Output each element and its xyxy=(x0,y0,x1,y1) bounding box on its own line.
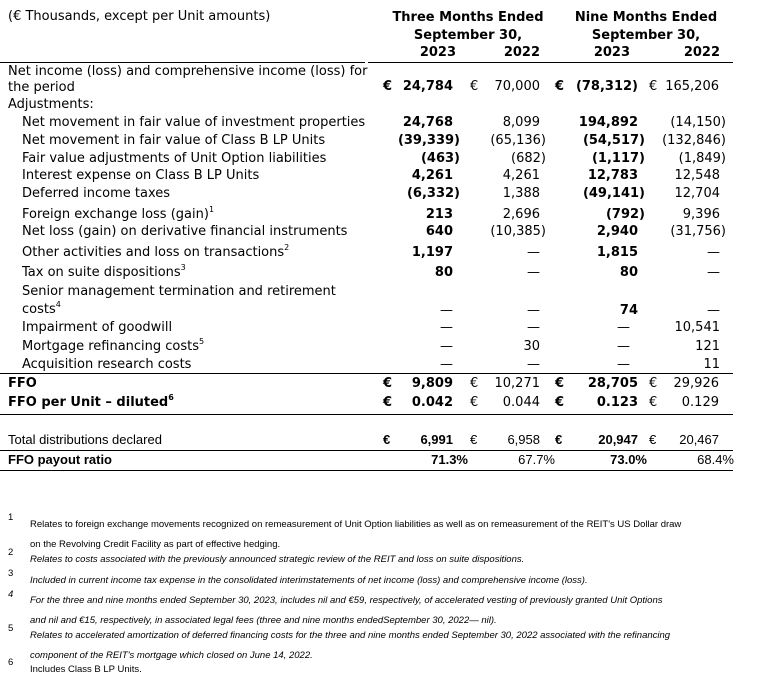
value-9m-2023: 194,892 xyxy=(578,115,638,130)
table-row xyxy=(0,64,758,98)
value-q3-2022: 1,388 xyxy=(502,186,540,201)
row-label: Net income (loss) and comprehensive income (loss) for the period xyxy=(8,64,368,95)
year-header: 2022 xyxy=(503,45,540,60)
value-q3-2022: 67.7% xyxy=(518,452,555,467)
value-q3-2022: 2,696 xyxy=(502,207,540,222)
row-label: FFO per Unit – diluted$^6$ xyxy=(8,393,174,410)
group-date: September 30, xyxy=(591,28,701,43)
row-label: Net movement in fair value of investment properties xyxy=(22,115,366,130)
value-q3-2023: 4,261 xyxy=(411,168,453,183)
value-9m-2023: 74 xyxy=(619,303,638,318)
value-9m-2022: 29,926 xyxy=(673,376,719,391)
value-9m-2022: 121 xyxy=(695,339,720,354)
value-q3-2022: 6,958 xyxy=(507,432,540,447)
table-row xyxy=(0,283,758,319)
value-q3-2023: 80 xyxy=(434,265,453,280)
row-label: FFO xyxy=(8,376,37,391)
value-q3-2023: 0.042 xyxy=(411,395,453,410)
value-9m-2023: (1,117) xyxy=(591,151,645,166)
currency-symbol: € xyxy=(555,395,565,410)
value-9m-2023: 12,783 xyxy=(587,168,638,183)
row-label: Acquisition research costs xyxy=(22,357,192,372)
value-9m-2023: 0.123 xyxy=(596,395,638,410)
footnote-ref: 4 xyxy=(55,300,61,309)
value-9m-2022: 11 xyxy=(703,357,720,372)
table-row xyxy=(0,265,758,283)
payout-ratio-row xyxy=(0,452,758,470)
currency-symbol: € xyxy=(470,395,479,410)
value-q3-2022: — xyxy=(527,357,540,372)
footnote-ref: 1 xyxy=(208,205,215,214)
currency-symbol: € xyxy=(649,79,658,94)
group-title: Nine Months Ended xyxy=(574,10,718,25)
value-9m-2022: (14,150) xyxy=(670,115,726,130)
currency-symbol: € xyxy=(649,395,658,410)
value-9m-2022: 20,467 xyxy=(679,432,719,447)
table-row xyxy=(0,339,758,357)
value-9m-2022: — xyxy=(707,303,720,318)
value-9m-2023: 80 xyxy=(619,265,638,280)
value-9m-2022: — xyxy=(707,245,720,260)
row-label: Fair value adjustments of Unit Option liabilities xyxy=(22,151,327,166)
unit-note: (€ Thousands, except per Unit amounts) xyxy=(8,9,271,24)
footnote-ref: 5 xyxy=(199,337,205,346)
currency-symbol: € xyxy=(649,376,658,391)
table-row xyxy=(0,207,758,225)
row-label: Senior management termination and retirement costs$^4$ xyxy=(22,284,336,317)
currency-symbol: € xyxy=(383,376,393,391)
table-row xyxy=(0,224,758,242)
value-9m-2022: (31,756) xyxy=(670,224,726,239)
footnote-ref: 2 xyxy=(284,243,290,252)
value-9m-2022: 68.4% xyxy=(697,452,734,467)
currency-symbol: € xyxy=(383,79,393,94)
row-label: Mortgage refinancing costs$^5$ xyxy=(22,337,205,354)
payout-bottom-rule xyxy=(0,470,733,471)
value-q3-2023: (6,332) xyxy=(406,186,460,201)
value-q3-2022: 0.044 xyxy=(502,395,540,410)
currency-symbol: € xyxy=(649,432,657,447)
value-q3-2022: — xyxy=(527,245,540,260)
row-label: Interest expense on Class B LP Units xyxy=(22,168,260,183)
value-9m-2023: (54,517) xyxy=(582,133,645,148)
value-9m-2023: — xyxy=(617,357,630,372)
value-q3-2022: 10,271 xyxy=(494,376,540,391)
value-9m-2022: 12,548 xyxy=(674,168,720,183)
value-q3-2023: — xyxy=(440,339,453,354)
ffo-row xyxy=(0,376,758,394)
value-q3-2022: 4,261 xyxy=(502,168,540,183)
value-q3-2023: 9,809 xyxy=(411,376,453,391)
value-9m-2022: (1,849) xyxy=(678,151,726,166)
row-label: Tax on suite dispositions$^3$ xyxy=(22,263,186,280)
row-label: Impairment of goodwill xyxy=(22,320,173,335)
value-q3-2023: 24,784 xyxy=(402,79,453,94)
value-q3-2023: — xyxy=(440,320,453,335)
table-row xyxy=(0,115,758,133)
table-row xyxy=(0,320,758,338)
footnote-ref: 3 xyxy=(180,263,186,272)
ffo-per-unit-row xyxy=(0,395,758,413)
value-q3-2022: 8,099 xyxy=(502,115,540,130)
value-q3-2022: — xyxy=(527,265,540,280)
value-q3-2023: — xyxy=(440,303,453,318)
value-q3-2022: (10,385) xyxy=(490,224,546,239)
year-header: 2023 xyxy=(419,45,456,60)
value-9m-2023: (792) xyxy=(605,207,645,222)
value-q3-2022: (682) xyxy=(511,151,546,166)
row-label: Total distributions declared xyxy=(8,432,162,447)
row-label: Foreign exchange loss (gain)$^1$ xyxy=(22,205,215,222)
value-9m-2023: — xyxy=(617,339,630,354)
row-label: FFO payout ratio xyxy=(8,452,112,467)
distributions-row xyxy=(0,432,758,450)
group-title: Three Months Ended xyxy=(392,10,544,25)
currency-symbol: € xyxy=(470,79,479,94)
value-9m-2022: (132,846) xyxy=(662,133,726,148)
value-9m-2023: 28,705 xyxy=(587,376,638,391)
value-9m-2022: 165,206 xyxy=(665,79,719,94)
currency-symbol: € xyxy=(555,376,565,391)
value-q3-2023: 1,197 xyxy=(411,245,453,260)
value-q3-2023: 6,991 xyxy=(420,432,453,447)
value-9m-2023: 1,815 xyxy=(596,245,638,260)
value-9m-2023: 20,947 xyxy=(598,432,638,447)
table-row xyxy=(0,151,758,169)
value-q3-2022: — xyxy=(527,320,540,335)
currency-symbol: € xyxy=(470,432,478,447)
value-q3-2022: 30 xyxy=(523,339,540,354)
value-q3-2023: 213 xyxy=(425,207,453,222)
value-9m-2023: — xyxy=(617,320,630,335)
value-9m-2023: 2,940 xyxy=(596,224,638,239)
row-label: Other activities and loss on transactions$^2$ xyxy=(22,243,290,260)
year-header: 2022 xyxy=(683,45,720,60)
currency-symbol: € xyxy=(555,79,565,94)
value-9m-2022: 10,541 xyxy=(674,320,720,335)
adjustments-heading: Adjustments: xyxy=(8,97,94,112)
subtotal-rule xyxy=(0,373,733,374)
value-9m-2022: 12,704 xyxy=(674,186,720,201)
year-header: 2023 xyxy=(593,45,630,60)
group-date: September 30, xyxy=(413,28,523,43)
value-q3-2022: — xyxy=(527,303,540,318)
table-row xyxy=(0,133,758,151)
value-q3-2022: (65,136) xyxy=(490,133,546,148)
row-label: Deferred income taxes xyxy=(22,186,171,201)
value-9m-2022: 0.129 xyxy=(681,395,719,410)
value-q3-2023: — xyxy=(440,357,453,372)
value-9m-2022: — xyxy=(707,265,720,280)
header-rule xyxy=(368,62,733,63)
value-q3-2023: 24,768 xyxy=(402,115,453,130)
currency-symbol: € xyxy=(383,432,391,447)
currency-symbol: € xyxy=(383,395,393,410)
value-q3-2022: 70,000 xyxy=(494,79,540,94)
row-label: Net movement in fair value of Class B LP Units xyxy=(22,133,326,148)
header-rule xyxy=(0,62,365,63)
value-q3-2023: (463) xyxy=(420,151,460,166)
table-row xyxy=(0,168,758,186)
value-9m-2022: 9,396 xyxy=(682,207,720,222)
row-label: Net loss (gain) on derivative financial instruments xyxy=(22,224,348,239)
value-q3-2023: 71.3% xyxy=(431,452,468,467)
value-q3-2023: 640 xyxy=(425,224,453,239)
three-months-header xyxy=(383,9,553,45)
footnote-ref: 6 xyxy=(168,393,174,402)
currency-symbol: € xyxy=(470,376,479,391)
value-q3-2023: (39,339) xyxy=(397,133,460,148)
value-9m-2023: (49,141) xyxy=(582,186,645,201)
value-9m-2023: (78,312) xyxy=(575,79,638,94)
total-rule xyxy=(0,414,733,415)
table-row xyxy=(0,245,758,263)
nine-months-header xyxy=(561,9,731,45)
value-9m-2023: 73.0% xyxy=(610,452,647,467)
currency-symbol: € xyxy=(555,432,563,447)
table-row xyxy=(0,186,758,204)
payout-top-rule xyxy=(0,450,733,451)
